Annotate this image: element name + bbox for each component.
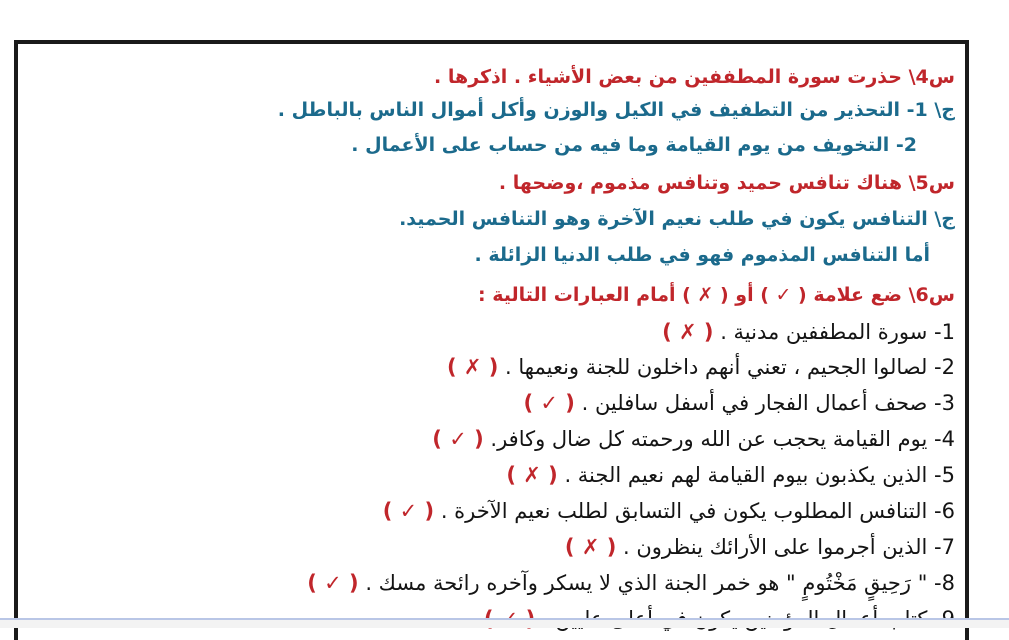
check-mark-icon: ( ✓ ): [432, 427, 484, 451]
answer-5-line-2: أما التنافس المذموم فهو في طلب الدنيا الزائلة .: [474, 244, 930, 266]
question-6: س6\ ضع علامة ( ✓ ) أو ( ✗ ) أمام العبارات التالية :: [477, 284, 955, 306]
cross-mark-icon: ( ✗ ): [506, 463, 558, 487]
statement-2: [18, 355, 955, 379]
statement-3: [18, 391, 955, 415]
statement-8: [18, 571, 955, 595]
statement-text: 7- الذين أجرموا على الأرائك ينظرون .: [623, 535, 955, 559]
check-mark-icon: ( ✓ ): [307, 571, 359, 595]
statement-7: [18, 535, 955, 559]
cross-mark-icon: ( ✗ ): [564, 535, 617, 559]
answer-5-line-1: ج\ التنافس يكون في طلب نعيم الآخرة وهو التنافس الحميد.: [399, 208, 955, 230]
answer-4-point-2: 2- التخويف من يوم القيامة وما فيه من حساب على الأعمال .: [351, 134, 917, 156]
question-4: س4\ حذرت سورة المطففين من بعض الأشياء . اذكرها .: [434, 66, 955, 88]
statement-text: 8- " رَحِيقٍ مَخْتُومٍ " هو خمر الجنة الذي لا يسكر وآخره رائحة مسك .: [365, 571, 955, 595]
statement-text: 4- يوم القيامة يحجب عن الله ورحمته كل ضال وكافر.: [490, 427, 955, 451]
bottom-edge-bar: [0, 618, 1009, 628]
statement-text: 5- الذين يكذبون بيوم القيامة لهم نعيم الجنة .: [564, 463, 955, 487]
statement-text: 6- التنافس المطلوب يكون في التسابق لطلب نعيم الآخرة .: [440, 499, 955, 523]
statement-4: [18, 427, 955, 451]
worksheet-page: [14, 40, 969, 640]
statement-text: 2- لصالوا الجحيم ، تعني أنهم داخلون للجنة ونعيمها .: [505, 355, 955, 379]
cross-mark-icon: ( ✗ ): [662, 320, 714, 344]
statement-5: [18, 463, 955, 487]
statement-text: 3- صحف أعمال الفجار في أسفل سافلين .: [581, 391, 955, 415]
statement-1: [18, 320, 955, 344]
check-mark-icon: ( ✓ ): [523, 391, 575, 415]
statement-6: [18, 499, 955, 523]
answer-4-point-1: ج\ 1- التحذير من التطفيف في الكيل والوزن وأكل أموال الناس بالباطل .: [277, 99, 955, 121]
statement-text: 1- سورة المطففين مدنية .: [720, 320, 955, 344]
question-5: س5\ هناك تنافس حميد وتنافس مذموم ،وضحها .: [498, 172, 955, 194]
cross-mark-icon: ( ✗ ): [446, 355, 499, 379]
check-mark-icon: ( ✓ ): [382, 499, 435, 523]
